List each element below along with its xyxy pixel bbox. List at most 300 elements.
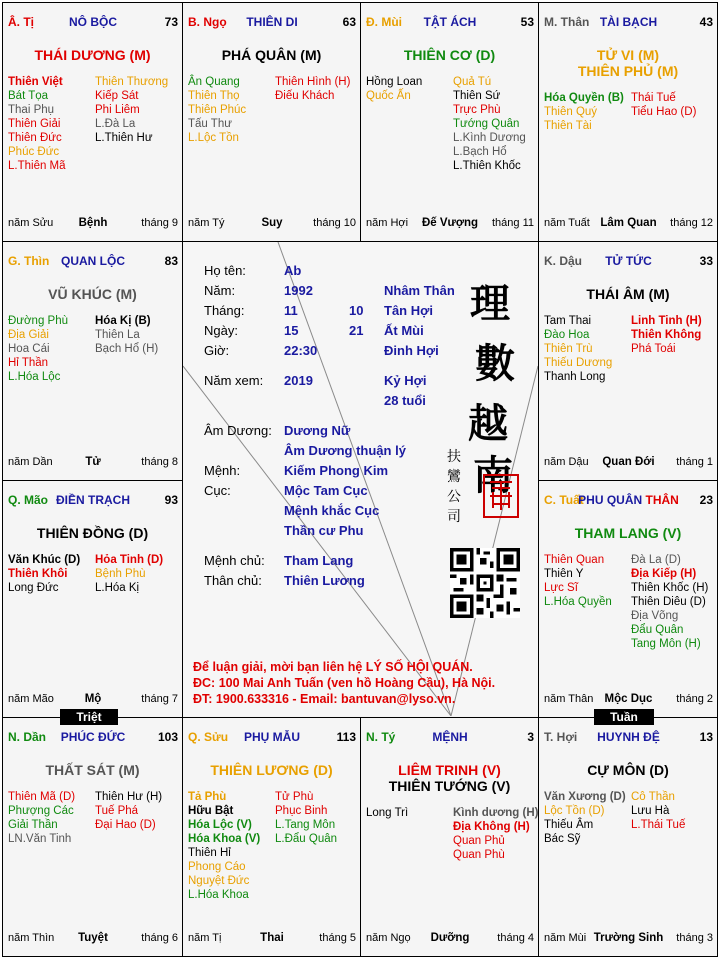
- palace-house-label: MỆNH: [432, 730, 468, 744]
- menh-value: Kiếm Phong Kim: [284, 463, 389, 478]
- palace-footer: [188, 932, 356, 946]
- minor-star: Thai Phụ: [8, 104, 55, 116]
- palace-ty: [2, 2, 183, 242]
- minor-star: L.Thiên Mã: [8, 160, 66, 172]
- tuan-badge: Tuần: [594, 709, 654, 725]
- palace-house-name: [544, 254, 713, 268]
- palace-year: năm Hợi: [366, 217, 409, 229]
- seal-text: 扶鸞公司: [447, 449, 461, 525]
- palace-age: 93: [164, 493, 178, 507]
- minor-star: Thiên Mã (D): [8, 791, 76, 803]
- palace-month: tháng 10: [313, 217, 356, 229]
- palace-phase: Quan Đới: [602, 456, 655, 468]
- palace-phase: Tử: [85, 456, 101, 468]
- main-star: VŨ KHÚC (M): [48, 286, 137, 302]
- cuc-note-1: Mệnh khắc Cục: [284, 503, 380, 518]
- than-chu-value: Thiên Lương: [284, 573, 365, 588]
- minor-star: Thiên Tài: [544, 120, 592, 132]
- calligraphy-char-3: 越: [468, 400, 508, 447]
- palace-mao: [2, 480, 183, 718]
- palace-house-label: QUAN LỘC: [61, 254, 125, 268]
- palace-house-name: [8, 493, 178, 507]
- palace-house-name: [544, 15, 713, 29]
- palace-year: năm Thìn: [8, 932, 55, 944]
- palace-main-stars: [539, 286, 717, 302]
- minor-star: Thiên Khôi: [8, 568, 68, 580]
- palace-left-stars: [544, 790, 626, 846]
- minor-star: L.Kình Dương: [453, 132, 526, 144]
- palace-house-name: [8, 730, 178, 744]
- palace-than: [538, 2, 718, 242]
- minor-star: Bát Tọa: [8, 90, 49, 102]
- minor-star: Đà La (D): [631, 554, 681, 566]
- palace-canchi: G. Thìn: [8, 254, 50, 268]
- minor-star: Tam Thai: [544, 315, 592, 327]
- minor-star: Thiên La: [95, 329, 140, 341]
- am-duong-value: Dương Nữ: [284, 423, 351, 438]
- palace-left-stars: [544, 91, 624, 133]
- main-star: THÁI DƯƠNG (M): [34, 47, 151, 63]
- minor-star: Thiên Sứ: [453, 90, 501, 102]
- main-star: CỰ MÔN (D): [587, 762, 669, 778]
- palace-year: năm Mùi: [544, 932, 587, 944]
- main-star: THIÊN PHỦ (M): [577, 63, 679, 79]
- minor-star: Thiên Việt: [8, 76, 63, 88]
- minor-star: Thiên Hư (H): [95, 791, 163, 803]
- nam-xem-value: 2019: [284, 373, 313, 388]
- palace-house-label: THIÊN DI: [246, 15, 298, 29]
- nam-value: 1992: [284, 283, 313, 298]
- palace-footer: [8, 217, 178, 231]
- palace-phase: Đế Vượng: [421, 217, 479, 229]
- palace-left-stars: [544, 553, 612, 609]
- main-star: THIÊN TƯỚNG (V): [388, 778, 511, 794]
- minor-star: L.Thiên Hư: [95, 132, 153, 144]
- minor-star: Phục Binh: [275, 805, 328, 817]
- center-panel: [183, 242, 538, 716]
- ngay-value: 15: [284, 323, 299, 338]
- minor-star: Quốc Ấn: [366, 90, 411, 102]
- minor-star: Phá Toái: [631, 343, 676, 355]
- minor-star: Hồng Loan: [366, 76, 423, 88]
- palace-phase: Lâm Quan: [600, 217, 657, 229]
- minor-star: Thiên Diêu (D): [631, 596, 706, 608]
- minor-star: Bác Sỹ: [544, 833, 581, 845]
- palace-footer: [544, 456, 713, 470]
- main-star: PHÁ QUÂN (M): [221, 47, 322, 63]
- menh-label: Mệnh:: [204, 463, 241, 478]
- palace-left-stars: [188, 790, 260, 902]
- palace-month: tháng 8: [141, 456, 178, 468]
- palace-age: 73: [164, 15, 178, 29]
- palace-canchi: Â. Tị: [8, 15, 34, 29]
- minor-star: Địa Võng: [631, 610, 679, 622]
- palace-house-label: NÔ BỘC: [69, 15, 117, 29]
- minor-star: Thiên Quan: [544, 554, 605, 566]
- palace-year: năm Tị: [188, 932, 222, 944]
- palace-main-stars: [361, 762, 538, 794]
- palace-canchi: T. Hợi: [544, 730, 578, 744]
- minor-star: Hỏa Tinh (D): [95, 554, 164, 566]
- palace-main-stars: [3, 47, 182, 63]
- minor-star: Thiên Hỉ: [188, 847, 231, 859]
- palace-age: 33: [699, 254, 713, 268]
- menh-chu-value: Tham Lang: [284, 553, 354, 568]
- minor-star: Đường Phù: [8, 315, 68, 327]
- main-star: TỬ VI (M): [596, 47, 660, 63]
- minor-star: Thiếu Dương: [544, 357, 613, 369]
- palace-canchi: N. Dần: [8, 730, 47, 744]
- palace-house-label: ĐIỀN TRẠCH: [56, 493, 130, 507]
- minor-star: Hóa Quyền (B): [544, 92, 624, 104]
- minor-star: Hỉ Thần: [8, 357, 49, 369]
- palace-main-stars: [183, 762, 360, 778]
- nam-label: Năm:: [204, 283, 236, 298]
- palace-month: tháng 3: [676, 932, 713, 944]
- minor-star: Tả Phù: [188, 791, 227, 803]
- palace-ngo: [182, 2, 361, 242]
- palace-right-stars: [275, 790, 337, 846]
- minor-star: Hóa Kị (B): [95, 315, 151, 327]
- palace-main-stars: [183, 47, 360, 63]
- minor-star: Cô Thần: [631, 791, 675, 803]
- palace-phase: Dưỡng: [430, 932, 470, 944]
- palace-phase: Tuyệt: [78, 932, 108, 944]
- calligraphy-char-2: 數: [475, 340, 515, 387]
- minor-star: L.Lộc Tồn: [188, 132, 239, 144]
- minor-star: Thiên Thương: [95, 76, 169, 88]
- palace-year: năm Dần: [8, 456, 53, 468]
- palace-mui: [360, 2, 539, 242]
- gio-label: Giờ:: [204, 343, 230, 358]
- minor-star: L.Hóa Khoa: [188, 889, 249, 901]
- minor-star: Thái Tuế: [631, 92, 676, 104]
- palace-left-stars: [544, 314, 612, 384]
- main-star: LIÊM TRINH (V): [398, 762, 501, 778]
- palace-house-name: [366, 730, 534, 744]
- am-duong-label: Âm Dương:: [204, 423, 272, 438]
- nam-xem-canchi: Kỷ Hợi: [384, 373, 427, 388]
- palace-canchi: Đ. Mùi: [366, 15, 402, 29]
- calligraphy-char-1: 理: [470, 280, 510, 327]
- palace-month: tháng 6: [141, 932, 178, 944]
- palace-main-stars: [3, 762, 182, 778]
- palace-age: 63: [342, 15, 356, 29]
- minor-star: Hóa Lộc (V): [188, 819, 252, 831]
- palace-month: tháng 1: [676, 456, 713, 468]
- minor-star: Điếu Khách: [275, 90, 335, 102]
- minor-star: Giải Thần: [8, 819, 58, 831]
- palace-year: năm Tuất: [544, 217, 590, 229]
- minor-star: L.Hóa Kị: [95, 582, 140, 594]
- palace-right-stars: [631, 314, 702, 356]
- minor-star: Bạch Hổ (H): [95, 343, 159, 355]
- palace-main-stars: [3, 525, 182, 541]
- palace-canchi: B. Ngọ: [188, 15, 227, 29]
- palace-age: 3: [527, 730, 534, 744]
- main-star: THIÊN ĐỒNG (D): [36, 525, 149, 541]
- minor-star: Thiên Khốc (H): [631, 582, 709, 594]
- main-star: THIÊN CƠ (D): [403, 47, 496, 63]
- palace-footer: [544, 217, 713, 231]
- calligraphy-char-4: 南: [473, 452, 513, 499]
- minor-star: Phượng Các: [8, 805, 74, 817]
- minor-star: L.Thái Tuế: [631, 819, 686, 831]
- minor-star: Thiên Y: [544, 568, 584, 580]
- palace-dau: [538, 241, 718, 481]
- palace-left-stars: [8, 553, 80, 595]
- minor-star: Hoa Cái: [8, 343, 50, 355]
- palace-phase: Suy: [261, 217, 283, 229]
- palace-house-name: [8, 254, 178, 268]
- palace-month: tháng 5: [319, 932, 356, 944]
- minor-star: Quan Phù: [453, 849, 505, 861]
- thang-canchi: Tân Hợi: [384, 303, 433, 318]
- palace-phase: Trường Sinh: [593, 932, 664, 944]
- palace-left-stars: [8, 314, 68, 384]
- palace-house-label: PHỤ MẪU: [244, 730, 300, 744]
- palace-left-stars: [8, 75, 66, 173]
- minor-star: Thiên Hình (H): [275, 76, 351, 88]
- palace-age: 53: [520, 15, 534, 29]
- palace-phase: Bệnh: [78, 217, 108, 229]
- palace-left-stars: [366, 806, 408, 820]
- palace-footer: [8, 693, 178, 707]
- minor-star: Tấu Thư: [188, 118, 232, 130]
- palace-canchi: K. Dậu: [544, 254, 583, 268]
- palace-house-label: PHU QUÂN: [578, 493, 643, 507]
- ngay-label: Ngày:: [204, 323, 238, 338]
- palace-phase: Thai: [260, 932, 284, 944]
- qr-code: [450, 548, 520, 618]
- red-seal: [483, 474, 519, 518]
- minor-star: L.Thiên Khốc: [453, 160, 521, 172]
- palace-month: tháng 11: [491, 217, 534, 229]
- palace-main-stars: [3, 286, 182, 302]
- minor-star: Địa Không (H): [453, 821, 530, 833]
- palace-footer: [188, 217, 356, 231]
- palace-year: năm Ngọ: [366, 932, 411, 944]
- palace-thin: [2, 241, 183, 481]
- minor-star: Đẩu Quân: [631, 624, 684, 636]
- minor-star: Thiên Quý: [544, 106, 598, 118]
- palace-year: năm Sửu: [8, 217, 54, 229]
- palace-house-label: TÀI BẠCH: [599, 15, 658, 29]
- palace-footer: [366, 217, 534, 231]
- palace-right-stars: [95, 553, 163, 595]
- nam-xem-label: Năm xem:: [204, 373, 264, 388]
- palace-right-stars: [453, 75, 526, 173]
- minor-star: Quả Tú: [453, 76, 492, 88]
- palace-month: tháng 12: [670, 217, 713, 229]
- palace-house-label: TẬT ÁCH: [423, 15, 477, 29]
- palace-footer: [8, 932, 178, 946]
- palace-footer: [544, 693, 713, 707]
- minor-star: L.Tang Môn: [275, 819, 336, 831]
- minor-star: Hữu Bật: [188, 805, 234, 817]
- minor-star: Thiên Phúc: [188, 104, 247, 116]
- palace-tuat: [538, 480, 718, 718]
- palace-main-stars: [539, 525, 717, 541]
- palace-month: tháng 9: [141, 217, 178, 229]
- minor-star: Thanh Long: [544, 371, 606, 383]
- palace-year: năm Dậu: [544, 456, 589, 468]
- palace-canchi: Q. Sửu: [188, 730, 229, 744]
- minor-star: L.Hóa Lộc: [8, 371, 61, 383]
- minor-star: Phong Cáo: [188, 861, 246, 873]
- palace-month: tháng 7: [141, 693, 178, 705]
- than-chu-label: Thân chủ:: [204, 573, 262, 588]
- cuc-label: Cục:: [204, 483, 231, 498]
- palace-than-marker: THÂN: [645, 493, 679, 507]
- tuoi-value: 28 tuổi: [384, 393, 426, 408]
- contact-line-1: Để luận giải, mời bạn liên hệ LÝ SỐ HỘI QUÁN.: [193, 660, 473, 674]
- palace-right-stars: [631, 91, 696, 119]
- palace-age: 103: [157, 730, 178, 744]
- minor-star: Hóa Khoa (V): [188, 833, 261, 845]
- palace-dan: [2, 717, 183, 957]
- palace-age: 113: [336, 730, 356, 744]
- minor-star: Kiếp Sát: [95, 90, 139, 102]
- minor-star: Văn Xương (D): [544, 791, 626, 803]
- palace-phase: Mộc Dục: [604, 693, 653, 705]
- minor-star: Đào Hoa: [544, 329, 590, 341]
- main-star: THÁI ÂM (M): [586, 286, 670, 302]
- palace-age: 83: [164, 254, 178, 268]
- palace-suu: [182, 717, 361, 957]
- minor-star: Lộc Tồn (D): [544, 805, 605, 817]
- minor-star: Thiên Không: [631, 329, 702, 341]
- minor-star: Lực Sĩ: [544, 582, 578, 594]
- minor-star: Thiếu Âm: [544, 819, 594, 831]
- thang-value: 11: [284, 303, 298, 318]
- gio-canchi: Đinh Hợi: [384, 343, 439, 358]
- ngay-am-lich: 21: [349, 323, 364, 338]
- palace-footer: [8, 456, 178, 470]
- minor-star: Tuế Phá: [95, 805, 139, 817]
- palace-month: tháng 2: [676, 693, 713, 705]
- gio-value: 22:30: [284, 343, 318, 358]
- contact-line-3: ĐT: 1900.633316 - Email: bantuvan@lyso.vn.: [193, 692, 456, 706]
- menh-chu-label: Mệnh chủ:: [204, 553, 265, 568]
- palace-left-stars: [8, 790, 75, 846]
- minor-star: L.Đà La: [95, 118, 136, 130]
- palace-left-stars: [188, 75, 246, 145]
- palace-house-label: TỬ TỨC: [605, 254, 652, 268]
- minor-star: Phi Liêm: [95, 104, 140, 116]
- palace-house-name: [366, 15, 534, 29]
- minor-star: Quan Phủ: [453, 835, 505, 847]
- palace-main-stars: [539, 762, 717, 778]
- palace-age: 23: [699, 493, 713, 507]
- palace-right-stars: [631, 553, 708, 651]
- minor-star: Trực Phù: [453, 104, 501, 116]
- palace-right-stars: [631, 790, 685, 832]
- minor-star: Thiên Trù: [544, 343, 593, 355]
- palace-hoi: [538, 717, 718, 957]
- palace-phase: Mộ: [84, 693, 102, 705]
- minor-star: Tử Phù: [275, 791, 314, 803]
- ho-ten-label: Họ tên:: [204, 263, 246, 278]
- minor-star: Tiểu Hao (D): [631, 106, 697, 118]
- palace-canchi: Q. Mão: [8, 493, 49, 507]
- palace-house-name: [8, 15, 178, 29]
- minor-star: Tướng Quân: [453, 118, 520, 130]
- palace-ty2: [360, 717, 539, 957]
- palace-age: 13: [699, 730, 713, 744]
- main-star: THIÊN LƯƠNG (D): [210, 762, 333, 778]
- minor-star: Bệnh Phù: [95, 568, 146, 580]
- palace-canchi: M. Thân: [544, 15, 590, 29]
- minor-star: Thiên Thọ: [188, 90, 240, 102]
- nam-canchi: Nhâm Thân: [384, 283, 455, 298]
- minor-star: Ân Quang: [188, 76, 240, 88]
- triet-badge: Triệt: [60, 709, 118, 725]
- thang-am-lich: 10: [349, 303, 364, 318]
- palace-house-name: [544, 730, 713, 744]
- palace-footer: [544, 932, 713, 946]
- minor-star: L.Hóa Quyền: [544, 596, 612, 608]
- palace-age: 43: [699, 15, 713, 29]
- palace-house-label: PHÚC ĐỨC: [60, 730, 126, 744]
- minor-star: Linh Tinh (H): [631, 315, 702, 327]
- minor-star: Lưu Hà: [631, 805, 670, 817]
- thang-label: Tháng:: [204, 303, 245, 318]
- palace-right-stars: [275, 75, 350, 103]
- palace-house-name: [188, 15, 356, 29]
- palace-canchi: N. Tý: [366, 730, 396, 744]
- palace-right-stars: [95, 75, 168, 145]
- minor-star: Long Đức: [8, 582, 59, 594]
- minor-star: Đại Hao (D): [95, 819, 156, 831]
- minor-star: Tang Môn (H): [631, 638, 701, 650]
- palace-left-stars: [366, 75, 422, 103]
- cuc-note-2: Thần cư Phu: [284, 523, 364, 538]
- am-duong-note: Âm Dương thuận lý: [284, 443, 406, 458]
- palace-right-stars: [95, 314, 158, 356]
- minor-star: Phúc Đức: [8, 146, 60, 158]
- minor-star: Thiên Đức: [8, 132, 62, 144]
- minor-star: Long Trì: [366, 807, 409, 819]
- palace-footer: [366, 932, 534, 946]
- main-star: THẤT SÁT (M): [45, 762, 140, 778]
- minor-star: Văn Khúc (D): [8, 554, 81, 566]
- palace-house-name: [188, 730, 356, 744]
- minor-star: Kình dương (H): [453, 807, 539, 819]
- minor-star: Thiên Giải: [8, 118, 61, 130]
- palace-right-stars: [95, 790, 162, 832]
- minor-star: L.Đẩu Quân: [275, 833, 338, 845]
- minor-star: Địa Giải: [8, 329, 49, 341]
- palace-year: năm Mão: [8, 693, 54, 705]
- main-star: THAM LANG (V): [574, 525, 682, 541]
- cuc-value: Mộc Tam Cục: [284, 483, 368, 498]
- palace-year: năm Tý: [188, 217, 225, 229]
- palace-house-name: [544, 493, 713, 507]
- palace-canchi: C. Tuất: [544, 493, 584, 507]
- palace-right-stars: [453, 806, 538, 862]
- ho-ten-value: Ab: [284, 263, 302, 278]
- ngay-canchi: Ất Mùi: [384, 323, 424, 338]
- minor-star: Địa Kiếp (H): [631, 568, 697, 580]
- palace-month: tháng 4: [497, 932, 534, 944]
- minor-star: Nguyệt Đức: [188, 875, 250, 887]
- minor-star: LN.Văn Tinh: [8, 833, 72, 845]
- minor-star: L.Bạch Hổ: [453, 146, 507, 158]
- palace-main-stars: [539, 47, 717, 79]
- contact-line-2: ĐC: 100 Mai Anh Tuấn (ven hồ Hoàng Cầu), Hà Nội.: [193, 676, 496, 690]
- palace-year: năm Thân: [544, 693, 594, 705]
